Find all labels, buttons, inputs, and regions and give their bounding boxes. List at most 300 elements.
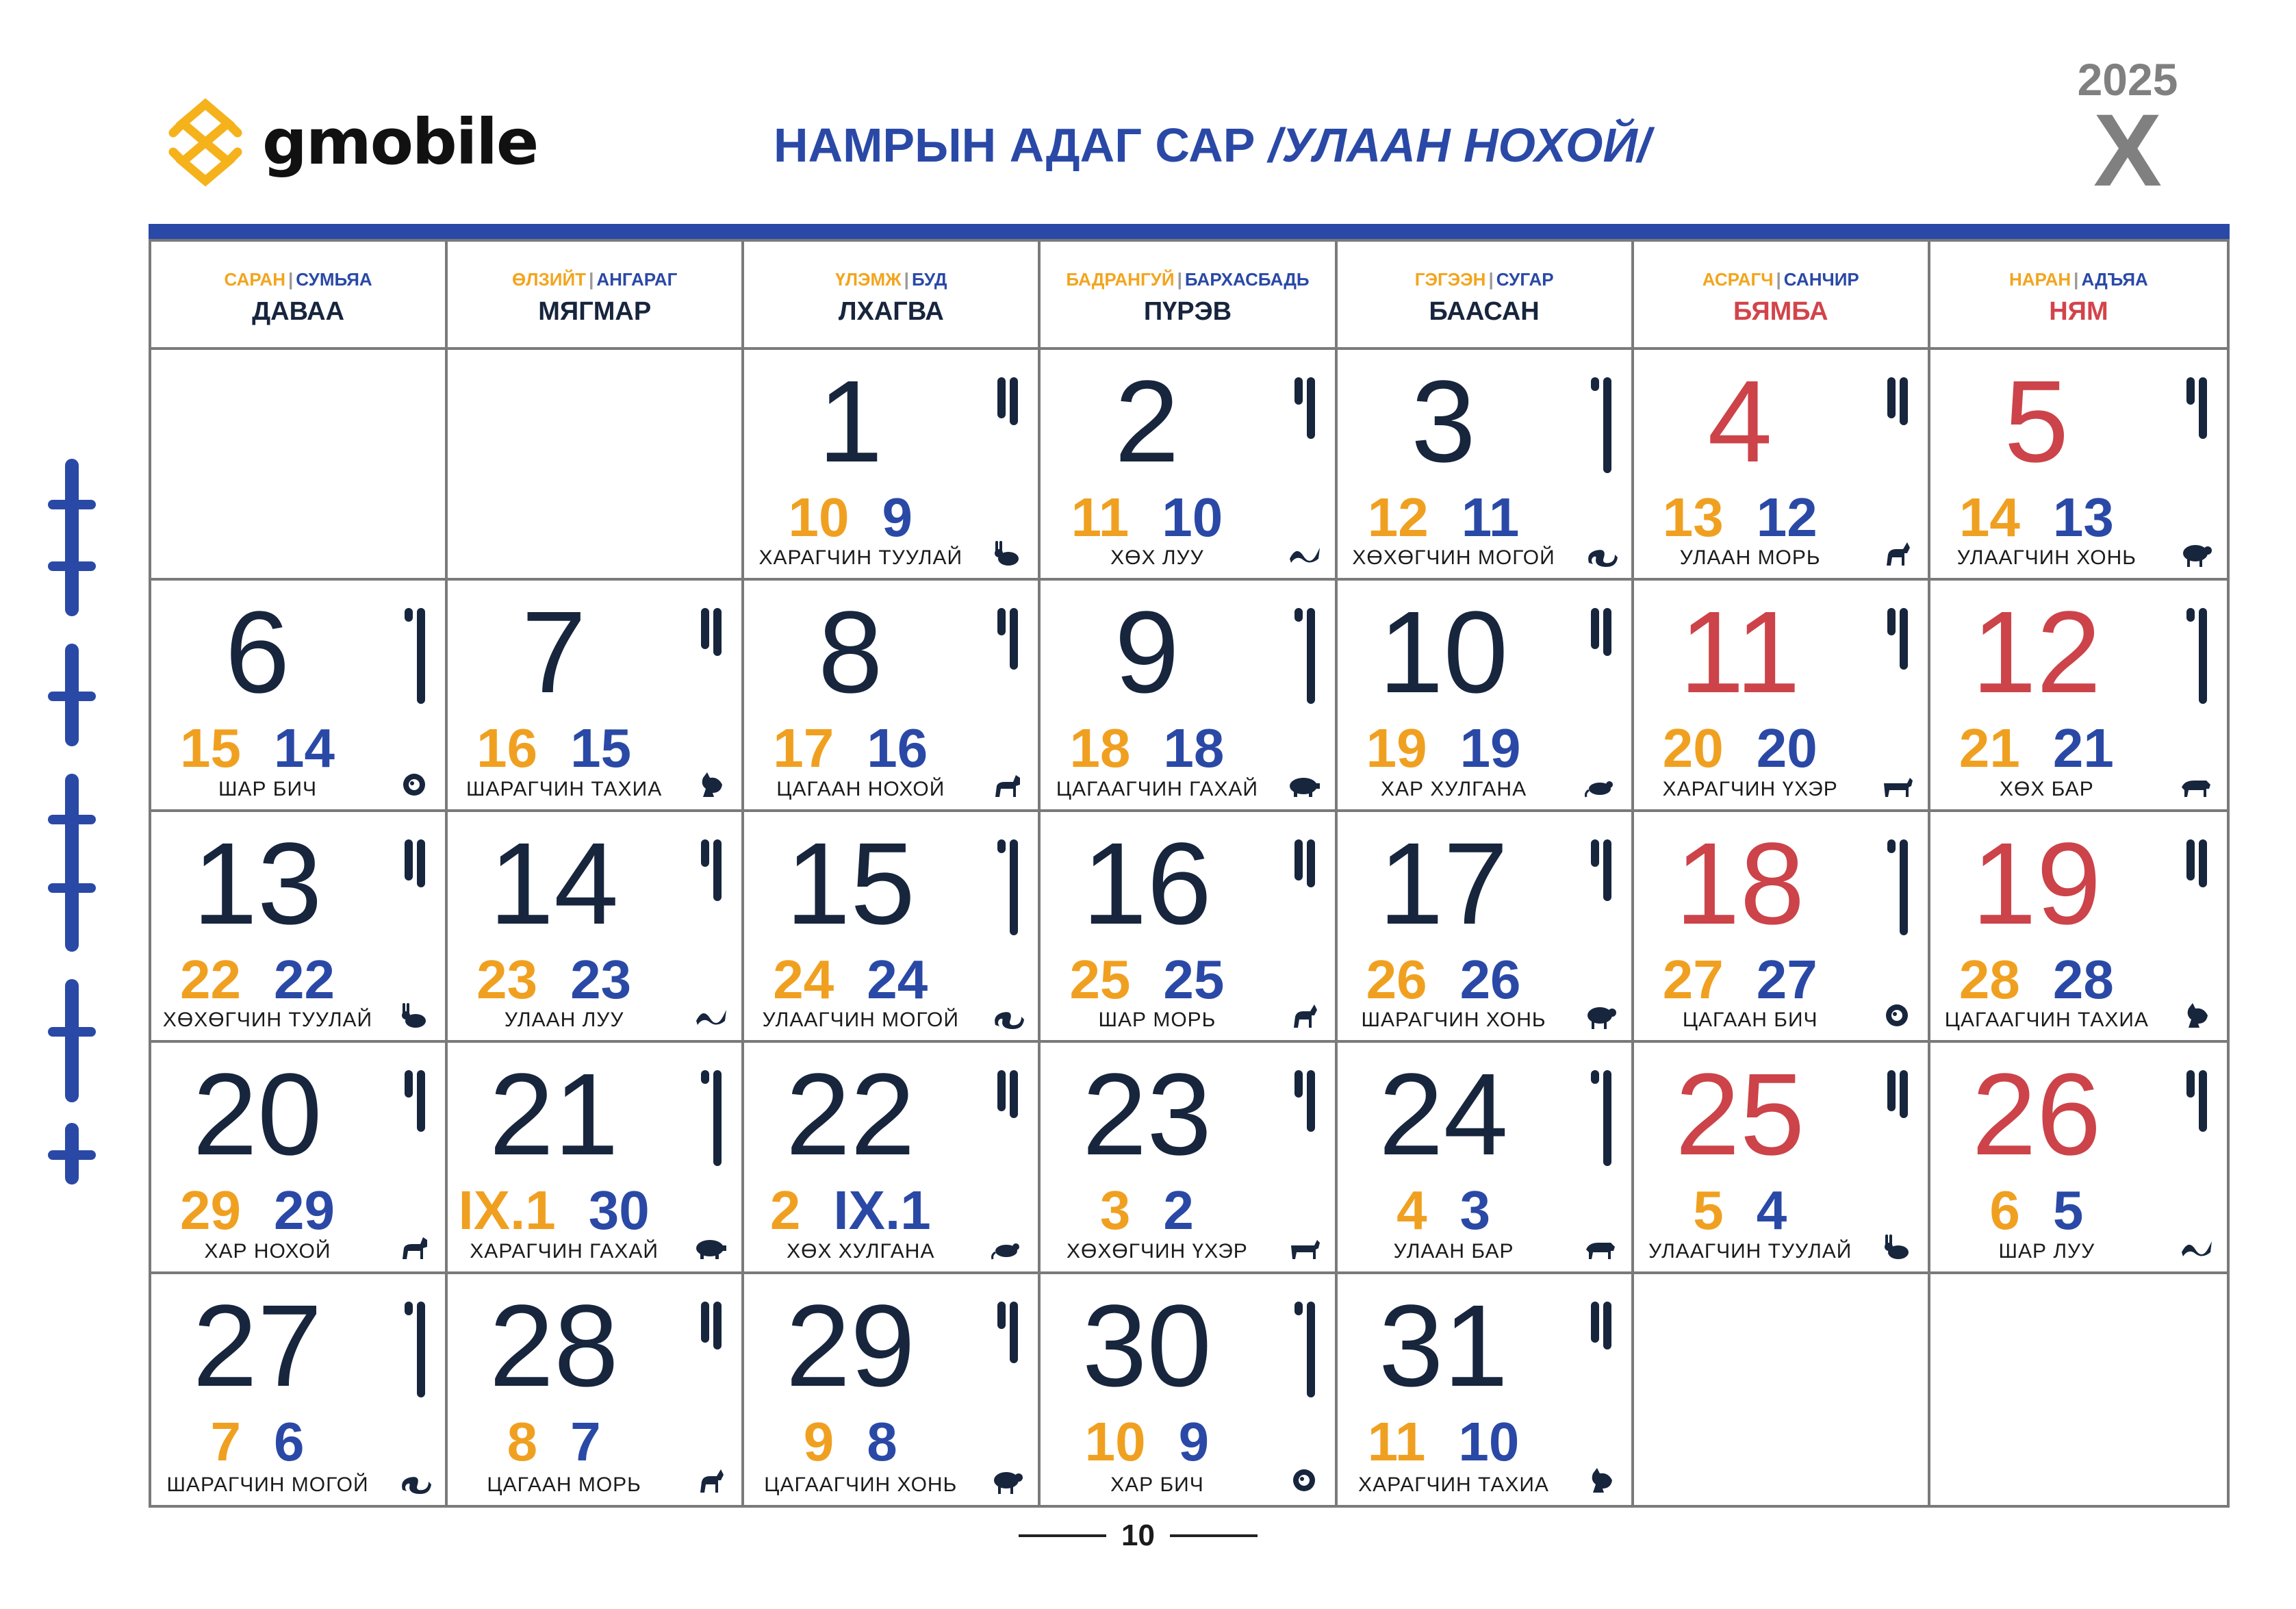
day-number: 30 <box>1082 1280 1212 1411</box>
planet-sanskrit: АДЪЯА <box>2081 269 2148 290</box>
animal-day-name: ЦАГААГЧИН ТАХИА <box>1944 1009 2149 1032</box>
planet-sanskrit: БУД <box>911 269 947 290</box>
animal-day-name: ШАРАГЧИН ТАХИА <box>466 777 663 800</box>
ox-icon <box>1287 1232 1321 1262</box>
day-number: 26 <box>1972 1050 2102 1180</box>
day-number: 25 <box>1675 1050 1805 1180</box>
lunar-day-b: 14 <box>274 718 335 779</box>
weekday-header <box>151 242 448 350</box>
planet-sanskrit: БАРХАСБАДЬ <box>1184 269 1310 290</box>
lunar-day-a: 7 <box>210 1410 241 1472</box>
day-cell <box>1338 1274 1634 1505</box>
day-number: 7 <box>521 587 587 718</box>
lunar-dates <box>1634 487 1846 548</box>
lunar-dates <box>448 1180 660 1241</box>
rooster-icon <box>1583 1465 1618 1495</box>
weekday-planets <box>1041 269 1334 290</box>
animal-day-name: ШАРАГЧИН ХОНЬ <box>1361 1009 1546 1032</box>
brand-name: gmobile <box>262 105 538 179</box>
snake-icon <box>990 1000 1024 1030</box>
day-cell <box>744 350 1041 581</box>
mongolian-script-text <box>1587 839 1615 990</box>
dragon-icon <box>1287 538 1321 568</box>
animal-day-name: ШАР ЛУУ <box>1998 1239 2095 1263</box>
lunar-day-a: 6 <box>1989 1180 2020 1241</box>
day-cell <box>1634 812 1930 1043</box>
animal-day-name: ХӨХ БАР <box>1999 777 2094 800</box>
dragon-icon <box>693 1000 728 1030</box>
day-number: 4 <box>1707 357 1772 487</box>
mongolian-script-text <box>2183 1070 2210 1221</box>
lunar-day-b: 6 <box>274 1410 305 1472</box>
day-cell <box>1041 581 1337 811</box>
lunar-dates <box>744 949 956 1011</box>
animal-day-name: ХӨХӨГЧИН МОГОЙ <box>1352 546 1555 570</box>
mongolian-script-text <box>1587 1302 1615 1452</box>
day-cell <box>448 812 744 1043</box>
horse-icon <box>1880 538 1914 568</box>
animal-day-name: ХАРАГЧИН ТУУЛАЙ <box>758 546 963 570</box>
planet-separator: | <box>288 269 294 290</box>
lunar-day-b: 4 <box>1756 1180 1787 1241</box>
mongolian-script-text <box>698 608 725 759</box>
day-number: 3 <box>1411 357 1476 487</box>
mongolian-script-text <box>401 839 429 990</box>
animal-day-name: ЦАГААН МОРЬ <box>487 1473 641 1496</box>
day-cell <box>151 1274 448 1505</box>
horse-icon <box>693 1465 728 1495</box>
lunar-day-b: 22 <box>274 948 335 1010</box>
lunar-day-a: 15 <box>180 718 241 779</box>
lunar-day-a: 3 <box>1099 1180 1131 1241</box>
lunar-day-a: 2 <box>769 1180 801 1241</box>
lunar-day-b: 26 <box>1459 948 1521 1010</box>
mongolian-script-text <box>401 1302 429 1452</box>
lunar-dates <box>744 718 956 779</box>
lunar-day-b: 19 <box>1459 718 1521 779</box>
lunar-dates <box>1930 1180 2143 1241</box>
lunar-dates <box>1041 1180 1253 1241</box>
lunar-day-b: 23 <box>570 948 632 1010</box>
lunar-day-a: 12 <box>1367 487 1429 548</box>
lunar-day-a: 13 <box>1662 487 1724 548</box>
empty-cell <box>151 350 448 581</box>
lunar-day-a: 18 <box>1069 718 1131 779</box>
day-number: 19 <box>1972 818 2102 949</box>
planet-sanskrit: СУМЬЯА <box>296 269 372 290</box>
lunar-dates <box>1338 718 1550 779</box>
lunar-day-b: 29 <box>274 1180 335 1241</box>
snake-icon <box>1583 538 1618 568</box>
lunar-day-b: 21 <box>2052 718 2114 779</box>
lunar-day-b: 7 <box>570 1410 601 1472</box>
calendar-grid <box>149 239 2230 1508</box>
lunar-dates <box>1041 487 1253 548</box>
day-cell <box>151 581 448 811</box>
animal-day-name: ХАР БИЧ <box>1110 1473 1204 1496</box>
planet-separator: | <box>1776 269 1781 290</box>
mongolian-script-text <box>994 1302 1021 1452</box>
lunar-dates <box>1041 1411 1253 1473</box>
lunar-dates <box>448 949 660 1011</box>
lunar-day-b: 12 <box>1756 487 1817 548</box>
lunar-day-a: 17 <box>773 718 834 779</box>
lunar-day-b: 20 <box>1756 718 1817 779</box>
day-cell <box>1041 1274 1337 1505</box>
mongolian-script-text <box>1587 608 1615 759</box>
lunar-dates <box>151 1180 363 1241</box>
mongolian-script-text <box>2183 839 2210 990</box>
lunar-day-b: 11 <box>1461 487 1520 548</box>
weekday-planets <box>744 269 1038 290</box>
weekday-name: ДАВАА <box>252 297 345 326</box>
mongolian-script-text <box>698 1302 725 1452</box>
weekday-planets <box>1634 269 1928 290</box>
day-number: 6 <box>225 587 290 718</box>
day-number: 28 <box>489 1280 619 1411</box>
lunar-day-a: 19 <box>1366 718 1427 779</box>
day-cell <box>1634 581 1930 811</box>
lunar-day-a: 22 <box>180 948 241 1010</box>
rabbit-icon <box>397 1000 431 1030</box>
lunar-day-a: 9 <box>803 1410 834 1472</box>
day-number: 16 <box>1082 818 1212 949</box>
lunar-dates <box>1338 487 1550 548</box>
planet-separator: | <box>589 269 594 290</box>
lunar-dates <box>1338 1411 1550 1473</box>
lunar-dates <box>744 487 956 548</box>
weekday-name: МЯГМАР <box>538 297 652 326</box>
weekday-header <box>1041 242 1337 350</box>
mongolian-script-text <box>994 1070 1021 1221</box>
weekday-header <box>744 242 1041 350</box>
lunar-dates <box>1041 718 1253 779</box>
lunar-day-a: 14 <box>1959 487 2020 548</box>
lunar-day-a: 29 <box>180 1180 241 1241</box>
lunar-day-a: 11 <box>1071 487 1130 548</box>
footer-line-left <box>1019 1534 1106 1537</box>
day-cell <box>744 812 1041 1043</box>
lunar-day-b: 16 <box>867 718 928 779</box>
lunar-day-b: 24 <box>867 948 928 1010</box>
lunar-day-a: 28 <box>1959 948 2020 1010</box>
animal-day-name: ШАРАГЧИН МОГОЙ <box>166 1473 369 1496</box>
day-number: 18 <box>1675 818 1805 949</box>
mongolian-script-title <box>34 445 110 1198</box>
page-footer <box>1019 1519 1258 1553</box>
tiger-icon <box>1583 1232 1618 1262</box>
lunar-day-b: 13 <box>2052 487 2114 548</box>
animal-day-name: ХАР НОХОЙ <box>204 1239 331 1263</box>
sheep-icon <box>990 1465 1024 1495</box>
weekday-name: ПҮРЭВ <box>1143 297 1232 326</box>
lunar-dates <box>448 718 660 779</box>
mongolian-script-text <box>401 1070 429 1221</box>
day-cell <box>1930 812 2227 1043</box>
empty-cell <box>1634 1274 1930 1505</box>
day-number: 27 <box>192 1280 322 1411</box>
page-title <box>774 118 1650 173</box>
day-cell <box>1634 1043 1930 1274</box>
day-cell <box>1041 1043 1337 1274</box>
day-number: 23 <box>1082 1050 1212 1180</box>
empty-cell <box>1930 1274 2227 1505</box>
planet-mongolian: ГЭГЭЭН <box>1414 269 1486 290</box>
dog-icon <box>990 770 1024 800</box>
animal-day-name: УЛААГЧИН ТУУЛАЙ <box>1648 1239 1852 1263</box>
animal-day-name: ЦАГААН БИЧ <box>1682 1009 1818 1032</box>
day-number: 12 <box>1972 587 2102 718</box>
horse-icon <box>1287 1000 1321 1030</box>
planet-mongolian: БАДРАНГУЙ <box>1066 269 1175 290</box>
planet-mongolian: НАРАН <box>2009 269 2071 290</box>
mouse-icon <box>990 1232 1024 1262</box>
planet-mongolian: ӨЛЗИЙТ <box>512 269 587 290</box>
day-cell <box>1338 350 1634 581</box>
mongolian-script-text <box>2183 377 2210 528</box>
day-number: 9 <box>1114 587 1179 718</box>
planet-separator: | <box>1488 269 1494 290</box>
animal-day-name: УЛААН БАР <box>1393 1239 1514 1263</box>
weekday-planets <box>448 269 741 290</box>
animal-day-name: ХӨХ ЛУУ <box>1110 546 1204 570</box>
mouse-icon <box>1583 770 1618 800</box>
empty-cell <box>448 350 744 581</box>
planet-sanskrit: САНЧИР <box>1783 269 1859 290</box>
weekday-header <box>1634 242 1930 350</box>
mongolian-script-text <box>994 377 1021 528</box>
lunar-day-b: 5 <box>2052 1180 2084 1241</box>
lunar-day-a: 24 <box>773 948 834 1010</box>
day-cell <box>744 1043 1041 1274</box>
planet-separator: | <box>904 269 909 290</box>
lunar-dates <box>1634 949 1846 1011</box>
lunar-day-b: 2 <box>1163 1180 1194 1241</box>
mongolian-script-text <box>2183 608 2210 759</box>
lunar-day-b: 30 <box>588 1180 650 1241</box>
lunar-day-b: 10 <box>1162 487 1223 548</box>
lunar-dates <box>1930 718 2143 779</box>
lunar-dates <box>744 1180 956 1241</box>
monkey-icon <box>1880 1000 1914 1030</box>
weekday-planets <box>1930 269 2227 290</box>
day-number: 29 <box>785 1280 915 1411</box>
animal-day-name: УЛААГЧИН ХОНЬ <box>1956 546 2136 570</box>
lunar-day-a: 10 <box>1084 1410 1146 1472</box>
lunar-dates <box>1041 949 1253 1011</box>
animal-day-name: УЛААГЧИН МОГОЙ <box>762 1009 959 1032</box>
lunar-day-b: 28 <box>2052 948 2114 1010</box>
gmobile-knot-icon <box>168 96 243 188</box>
lunar-dates <box>151 718 363 779</box>
mongolian-script-text <box>1291 377 1318 528</box>
day-number: 13 <box>192 818 322 949</box>
lunar-dates <box>448 1411 660 1473</box>
pig-icon <box>693 1232 728 1262</box>
mongolian-script-text <box>401 608 429 759</box>
day-number: 21 <box>489 1050 619 1180</box>
day-cell <box>151 812 448 1043</box>
rabbit-icon <box>1880 1232 1914 1262</box>
mongolian-script-text <box>994 608 1021 759</box>
monkey-icon <box>1287 1465 1321 1495</box>
lunar-day-a: 5 <box>1693 1180 1724 1241</box>
animal-day-name: ХАРАГЧИН ҮХЭР <box>1662 777 1838 800</box>
weekday-planets <box>151 269 445 290</box>
mongolian-script-text <box>1884 377 1911 528</box>
mongolian-script-text <box>1884 608 1911 759</box>
day-number: 22 <box>785 1050 915 1180</box>
planet-sanskrit: АНГАРАГ <box>596 269 678 290</box>
day-cell <box>1338 812 1634 1043</box>
lunar-day-a: IX.1 <box>458 1180 556 1241</box>
weekday-name: БЯМБА <box>1733 297 1828 326</box>
lunar-day-a: 20 <box>1662 718 1724 779</box>
lunar-dates <box>1338 949 1550 1011</box>
animal-day-name: ХӨХӨГЧИН ТУУЛАЙ <box>162 1009 373 1032</box>
day-cell <box>1338 581 1634 811</box>
lunar-day-b: 18 <box>1163 718 1225 779</box>
day-cell <box>448 1274 744 1505</box>
lunar-day-b: 9 <box>1178 1410 1210 1472</box>
title-main: НАМРЫН АДАГ САР <box>774 118 1268 172</box>
lunar-dates <box>151 949 363 1011</box>
mongolian-script-text <box>1884 839 1911 990</box>
weekday-header <box>448 242 744 350</box>
day-number: 14 <box>489 818 619 949</box>
day-cell <box>1930 581 2227 811</box>
lunar-day-b: 27 <box>1756 948 1817 1010</box>
year-block <box>2052 53 2203 207</box>
month-numeral: X <box>2093 92 2163 207</box>
lunar-dates <box>1634 718 1846 779</box>
mongolian-script-text <box>1884 1070 1911 1221</box>
lunar-dates <box>744 1411 956 1473</box>
animal-day-name: ХӨХӨГЧИН ҮХЭР <box>1067 1239 1248 1263</box>
lunar-day-b: 9 <box>882 487 913 548</box>
day-number: 5 <box>2004 357 2069 487</box>
lunar-dates <box>1930 487 2143 548</box>
day-number: 15 <box>785 818 915 949</box>
mongolian-script-text <box>1291 608 1318 759</box>
snake-icon <box>397 1465 431 1495</box>
mongolian-script-text <box>1291 1070 1318 1221</box>
dragon-icon <box>2179 1232 2213 1262</box>
day-number: 17 <box>1379 818 1509 949</box>
dog-icon <box>397 1232 431 1262</box>
lunar-day-a: 21 <box>1959 718 2020 779</box>
mongolian-script-text <box>1291 839 1318 990</box>
animal-day-name: ШАР МОРЬ <box>1098 1009 1216 1032</box>
rabbit-icon <box>990 538 1024 568</box>
weekday-name: БААСАН <box>1429 297 1540 326</box>
day-number: 24 <box>1379 1050 1509 1180</box>
lunar-day-a: 27 <box>1662 948 1724 1010</box>
animal-day-name: ШАР БИЧ <box>218 777 318 800</box>
weekday-name: НЯМ <box>2049 297 2108 326</box>
mongolian-script-text <box>1587 377 1615 528</box>
lunar-day-a: 11 <box>1367 1410 1426 1472</box>
day-number: 11 <box>1679 587 1800 718</box>
lunar-day-a: 16 <box>476 718 538 779</box>
page-number: 10 <box>1121 1519 1155 1552</box>
day-cell <box>1041 350 1337 581</box>
tiger-icon <box>2179 770 2213 800</box>
day-cell <box>744 1274 1041 1505</box>
header-divider <box>149 224 2230 239</box>
planet-separator: | <box>2074 269 2079 290</box>
brand-logo <box>168 96 537 188</box>
lunar-day-b: 15 <box>570 718 632 779</box>
day-number: 20 <box>192 1050 322 1180</box>
animal-day-name: ЦАГААГЧИН ГАХАЙ <box>1056 777 1258 800</box>
sheep-icon <box>1583 1000 1618 1030</box>
lunar-dates <box>1338 1180 1550 1241</box>
title-sub: /УЛААН НОХОЙ/ <box>1268 118 1651 172</box>
lunar-day-a: 23 <box>476 948 538 1010</box>
day-cell <box>1930 350 2227 581</box>
footer-line-right <box>1170 1534 1258 1537</box>
weekday-header <box>1338 242 1634 350</box>
day-cell <box>1338 1043 1634 1274</box>
planet-mongolian: ҮЛЭМЖ <box>835 269 902 290</box>
day-cell <box>151 1043 448 1274</box>
day-number: 10 <box>1379 587 1509 718</box>
planet-mongolian: САРАН <box>224 269 285 290</box>
weekday-name: ЛХАГВА <box>838 297 944 326</box>
lunar-day-a: 25 <box>1069 948 1131 1010</box>
day-cell <box>1634 350 1930 581</box>
day-number: 8 <box>818 587 883 718</box>
lunar-day-a: 26 <box>1366 948 1427 1010</box>
year-label: 2025 <box>2077 54 2178 105</box>
day-cell <box>1930 1043 2227 1274</box>
lunar-dates <box>1634 1180 1846 1241</box>
lunar-dates <box>1930 949 2143 1011</box>
mongolian-script-text <box>698 1070 725 1221</box>
pig-icon <box>1287 770 1321 800</box>
lunar-dates <box>151 1411 363 1473</box>
lunar-day-b: IX.1 <box>833 1180 931 1241</box>
lunar-day-b: 8 <box>867 1410 897 1472</box>
rooster-icon <box>2179 1000 2213 1030</box>
day-cell <box>744 581 1041 811</box>
monkey-icon <box>397 770 431 800</box>
planet-mongolian: АСРАГЧ <box>1702 269 1774 290</box>
day-cell <box>1041 812 1337 1043</box>
mongolian-script-text <box>1291 1302 1318 1452</box>
lunar-day-a: 10 <box>788 487 850 548</box>
planet-sanskrit: СУГАР <box>1496 269 1554 290</box>
animal-day-name: ЦАГААГЧИН ХОНЬ <box>764 1473 958 1496</box>
weekday-planets <box>1338 269 1631 290</box>
animal-day-name: ХАРАГЧИН ГАХАЙ <box>470 1239 659 1263</box>
animal-day-name: ЦАГААН НОХОЙ <box>776 777 945 800</box>
lunar-day-b: 10 <box>1458 1410 1520 1472</box>
mongolian-script-text <box>994 839 1021 990</box>
animal-day-name: ХАР ХУЛГАНА <box>1381 777 1527 800</box>
ox-icon <box>1880 770 1914 800</box>
animal-day-name: ХАРАГЧИН ТАХИА <box>1358 1473 1549 1496</box>
weekday-header <box>1930 242 2227 350</box>
lunar-day-b: 3 <box>1459 1180 1491 1241</box>
rooster-icon <box>693 770 728 800</box>
day-number: 2 <box>1114 357 1179 487</box>
mongolian-script-text <box>698 839 725 990</box>
mongolian-script-text <box>1587 1070 1615 1221</box>
lunar-day-a: 4 <box>1396 1180 1427 1241</box>
animal-day-name: УЛААН ЛУУ <box>504 1009 624 1032</box>
